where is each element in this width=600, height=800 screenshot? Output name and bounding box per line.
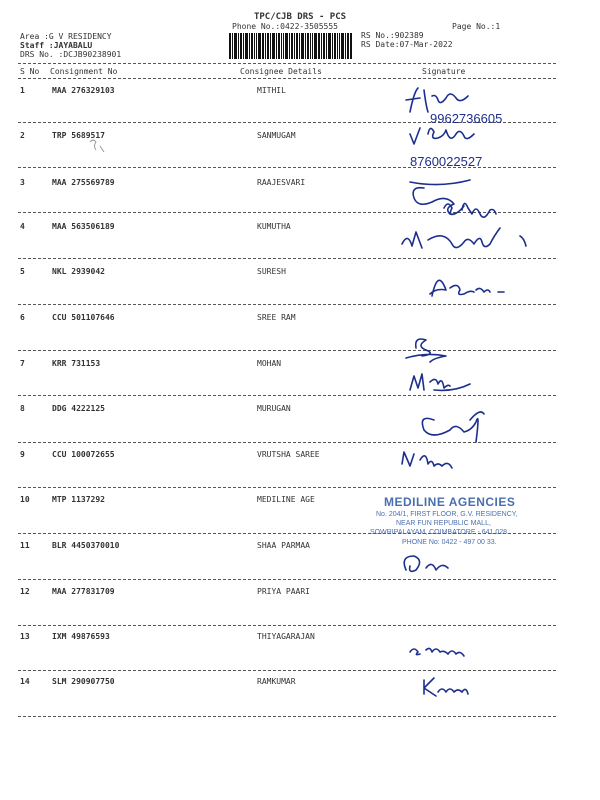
row-sno: 14 [20, 677, 30, 686]
row-sno: 4 [20, 222, 25, 231]
stamp-phone: PHONE No: 0422 - 497 00 33. [402, 539, 497, 546]
row-consignment: MAA 563506189 [52, 222, 115, 231]
row-consignment: DDG 4222125 [52, 404, 105, 413]
col-consignment-header: Consignment No [50, 67, 118, 76]
row-sno: 10 [20, 495, 30, 504]
row-consignee: VRUTSHA SAREE [257, 450, 320, 459]
row-sno: 12 [20, 587, 30, 596]
area-label: Area :G V RESIDENCY [20, 32, 112, 41]
row-consignment: CCU 100072655 [52, 450, 115, 459]
row-consignment: MAA 275569789 [52, 178, 115, 187]
row-consignee: KUMUTHA [257, 222, 291, 231]
stamp-address-2: NEAR FUN REPUBLIC MALL, [396, 520, 491, 527]
drs-number: DRS No. :DCJB90238901 [20, 50, 122, 59]
rs-date: RS Date:07-Mar-2022 [361, 40, 453, 49]
row-consignment: KRR 731153 [52, 359, 101, 368]
row-consignee: SREE RAM [257, 313, 296, 322]
row-consignee: SANMUGAM [257, 131, 296, 140]
row-consignee: MEDILINE AGE [257, 495, 315, 504]
col-consignee-header: Consignee Details [240, 67, 322, 76]
row-consignee: MITHIL [257, 86, 286, 95]
row-consignee: PRIYA PAARI [257, 587, 310, 596]
row-consignee: SURESH [257, 267, 286, 276]
row-sno: 7 [20, 359, 25, 368]
sheet-title: TPC/CJB DRS - PCS [253, 12, 347, 22]
row-consignment: CCU 501107646 [52, 313, 115, 322]
stamp-address-1: No. 204/1, FIRST FLOOR, G.V. RESIDENCY, [376, 511, 518, 518]
row-sno: 3 [20, 178, 25, 187]
row-consignee: MOHAN [257, 359, 282, 368]
row-sno: 13 [20, 632, 30, 641]
staff-label: Staff :JAYABALU [20, 41, 93, 50]
row-sno: 1 [20, 86, 25, 95]
row-sno: 5 [20, 267, 25, 276]
row-sno: 11 [20, 541, 30, 550]
row-consignee: THIYAGARAJAN [257, 632, 315, 641]
row-consignment: MAA 276329103 [52, 86, 115, 95]
row-sno: 9 [20, 450, 25, 459]
row-sno: 8 [20, 404, 25, 413]
row-consignment: BLR 4450370010 [52, 541, 120, 550]
phone-number: Phone No.:0422-3505555 [232, 22, 338, 31]
stamp-address-3: SOWRIPALAYAM, COIMBATORE - 641 028. [370, 529, 510, 536]
pencil-mark [86, 136, 116, 158]
row-consignee: RAMKUMAR [257, 677, 296, 686]
row-sno: 2 [20, 131, 25, 140]
row-sno: 6 [20, 313, 25, 322]
col-sno-header: S No [20, 67, 40, 76]
row-consignment: SLM 290907750 [52, 677, 115, 686]
signature-phone-1: 9962736605 [430, 111, 503, 126]
row-consignee: RAAJESVARI [257, 178, 306, 187]
row-consignment: TRP 5689517 [52, 131, 105, 140]
row-consignment: MAA 277831709 [52, 587, 115, 596]
barcode-image [229, 33, 353, 59]
row-consignment: MTP 1137292 [52, 495, 105, 504]
company-stamp [368, 495, 558, 555]
row-consignee: SHAA PARMAA [257, 541, 310, 550]
signature-phone-2: 8760022527 [410, 154, 483, 169]
signature-column [380, 60, 600, 720]
row-consignee: MURUGAN [257, 404, 291, 413]
rs-number: RS No.:902389 [361, 31, 424, 40]
stamp-title: MEDILINE AGENCIES [384, 495, 516, 509]
row-consignment: NKL 2939042 [52, 267, 105, 276]
page-number: Page No.:1 [452, 22, 501, 31]
col-signature-header: Signature [422, 67, 466, 76]
row-consignment: IXM 49876593 [52, 632, 110, 641]
